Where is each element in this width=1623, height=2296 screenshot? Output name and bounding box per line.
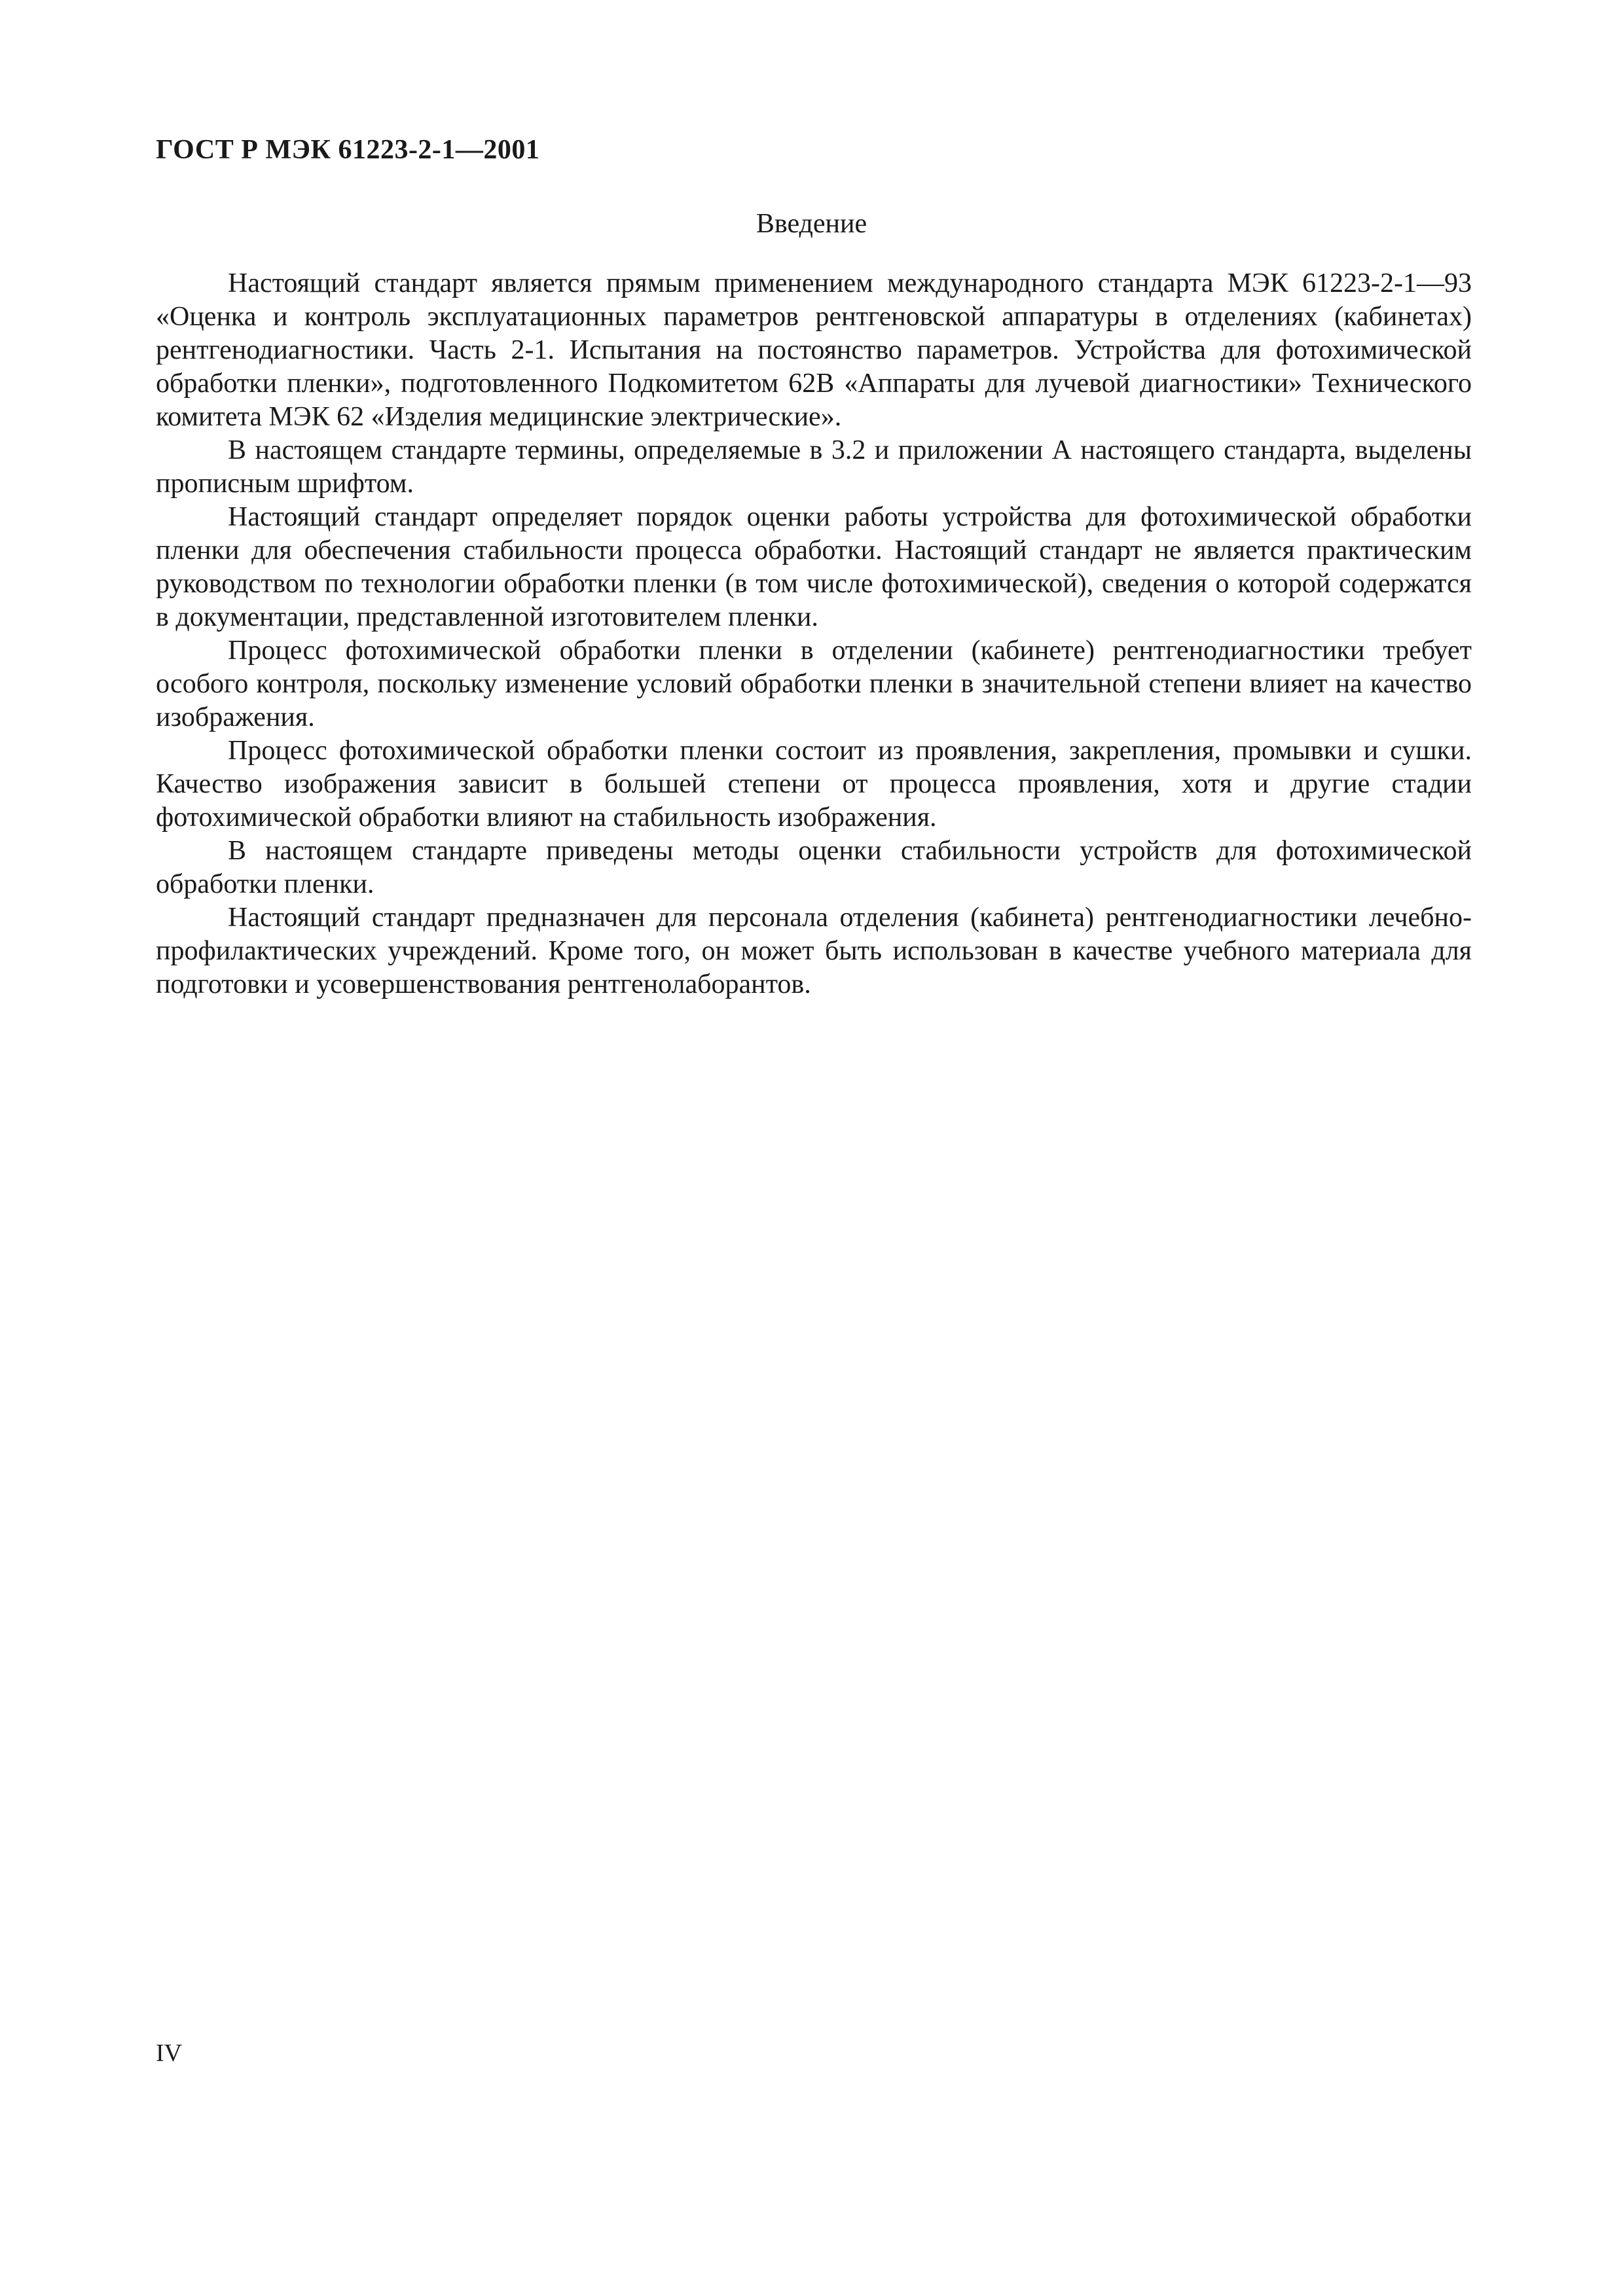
body-text bbox=[156, 267, 1472, 1001]
paragraph-3: Настоящий стандарт определяет порядок оценки работы устройства для фотохимической обработки пленки для обеспечения стабильности процесса обработки. Настоящий стандарт не является практическим руководством по технологии обработки пленки (в том числе фотохимической), сведения о которой содержатся в документации, представленной изготовителем пленки. bbox=[156, 502, 1472, 632]
paragraph-4: Процесс фотохимической обработки пленки в отделении (кабинете) рентгенодиагностики требует особого контроля, поскольку изменение условий обработки пленки в значительной степени влияет на качество изображения. bbox=[156, 636, 1472, 732]
paragraph-5: Процесс фотохимической обработки пленки состоит из проявления, закрепления, промывки и сушки. Качество изображения зависит в большей степени от процесса проявления, хотя и другие стадии фотохимической обработки влияют на стабильность изображения. bbox=[156, 736, 1472, 833]
section-title: Введение bbox=[756, 209, 867, 239]
paragraph-1: Настоящий стандарт является прямым применением международного стандарта МЭК 61223-2-1—93 «Оценка и контроль эксплуатационных параметров рентгеновской аппаратуры в отделениях (кабинетах) рентгенодиагностики. Часть 2-1. Испытания на постоянство параметров. Устройства для фотохимической обработки пленки», подготовленного Подкомитетом 62В «Аппараты для лучевой диагностики» Технического комитета МЭК 62 «Изделия медицинские электрические». bbox=[156, 268, 1472, 432]
paragraph-6: В настоящем стандарте приведены методы оценки стабильности устройств для фотохимической обработки пленки. bbox=[156, 836, 1472, 899]
paragraph-7: Настоящий стандарт предназначен для персонала отделения (кабинета) рентгенодиагностики лечебно-профилактических учреждений. Кроме того, он может быть использован в качестве учебного материала для подготовки и усовершенствования рентгенолаборантов. bbox=[156, 903, 1472, 999]
standard-code-header: ГОСТ Р МЭК 61223-2-1—2001 bbox=[156, 135, 540, 165]
page-number: IV bbox=[156, 2039, 183, 2067]
paragraph-2: В настоящем стандарте термины, определяемые в 3.2 и приложении А настоящего стандарта, выделены прописным шрифтом. bbox=[156, 435, 1472, 499]
